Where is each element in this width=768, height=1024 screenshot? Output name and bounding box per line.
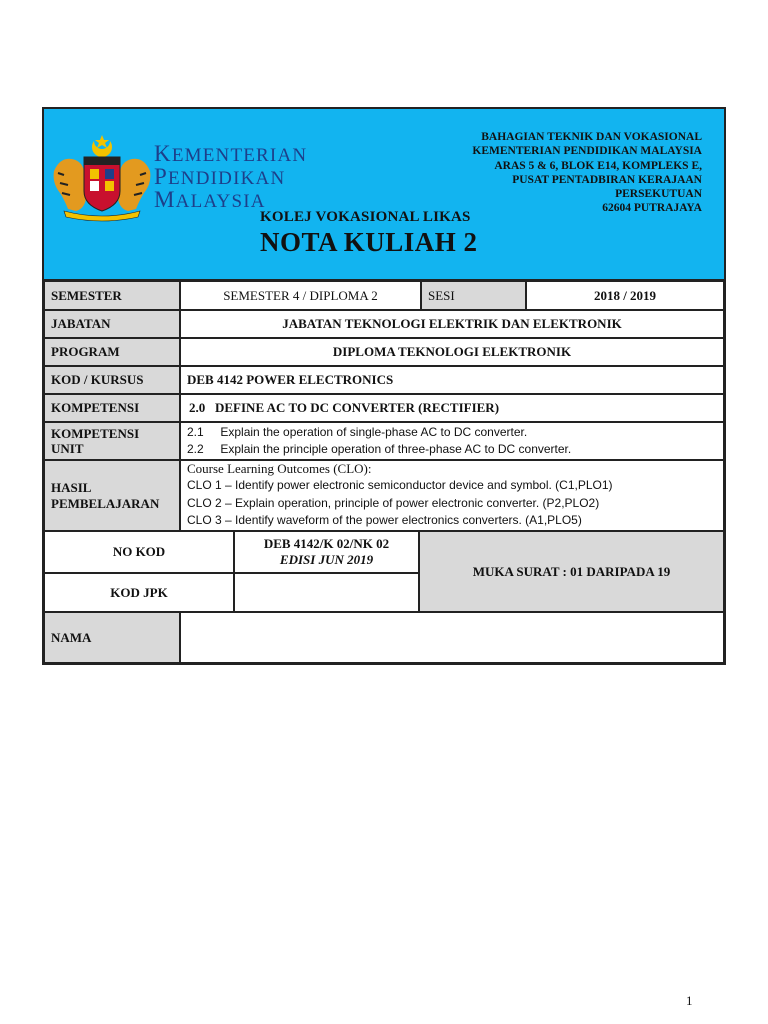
ministry-address: BAHAGIAN TEKNIK DAN VOKASIONAL KEMENTERIAN PENDIDIKAN MALAYSIA ARAS 5 & 6, BLOK E14, KOMPLEKS E, PUSAT PENTADBIRAN KERAJAAN PERSEKUTUAN 62604 PUTRAJAYA (472, 131, 702, 215)
muka-surat: MUKA SURAT : 01 DARIPADA 19 (419, 531, 724, 612)
clo-item: CLO 1 – Identify power electronic semiconductor device and symbol. (C1,PLO1) (187, 478, 613, 493)
clo-item: CLO 2 – Explain operation, principle of power electronic converter. (P2,PLO2) (187, 495, 600, 510)
college-name: KOLEJ VOKASIONAL LIKAS (260, 209, 471, 225)
kompetensi-unit-label: KOMPETENSI UNIT (44, 422, 180, 460)
nokod-value: DEB 4142/K 02/NK 02 (263, 536, 390, 551)
document-header (44, 109, 724, 281)
edisi-value: EDISI JUN 2019 (279, 552, 374, 567)
kompetensi-value: 2.0 DEFINE AC TO DC CONVERTER (RECTIFIER) (180, 394, 724, 422)
jabatan-value: JABATAN TEKNOLOGI ELEKTRIK DAN ELEKTRONIK (180, 310, 724, 338)
kodjpk-label: KOD JPK (44, 573, 234, 612)
nama-label: NAMA (44, 612, 180, 663)
nama-value[interactable] (180, 612, 724, 663)
unit-item: 2.1 Explain the operation of single-phase AC to DC converter. (187, 425, 528, 439)
sesi-label: SESI (421, 281, 526, 310)
page-number: 1 (686, 993, 693, 1008)
coat-of-arms-logo (50, 131, 154, 223)
ministry-wordmark: KEMENTERIAN PENDIDIKAN MALAYSIA (154, 141, 308, 212)
program-value: DIPLOMA TEKNOLOGI ELEKTRONIK (180, 338, 724, 366)
nokod-value-cell (234, 531, 419, 573)
document-form (42, 107, 726, 665)
sesi-value: 2018 / 2019 (526, 281, 724, 310)
kursus-value: DEB 4142 POWER ELECTRONICS (180, 366, 724, 394)
kodjpk-value[interactable] (234, 573, 419, 612)
unit-item: 2.2 Explain the principle operation of three-phase AC to DC converter. (187, 442, 572, 456)
clo-item: CLO 3 – Identify waveform of the power electronics converters. (A1,PLO5) (187, 513, 582, 528)
clo-list (180, 460, 724, 531)
hasil-pembelajaran-label: HASIL PEMBELAJARAN (44, 460, 180, 531)
clo-title: Course Learning Outcomes (CLO): (187, 461, 372, 477)
program-label: PROGRAM (44, 338, 180, 366)
nokod-label: NO KOD (44, 531, 234, 573)
jabatan-label: JABATAN (44, 310, 180, 338)
kompetensi-label: KOMPETENSI (44, 394, 180, 422)
semester-value: SEMESTER 4 / DIPLOMA 2 (180, 281, 421, 310)
kursus-label: KOD / KURSUS (44, 366, 180, 394)
kompetensi-unit-list (180, 422, 724, 460)
document-title: NOTA KULIAH 2 (260, 227, 478, 257)
semester-label: SEMESTER (44, 281, 180, 310)
